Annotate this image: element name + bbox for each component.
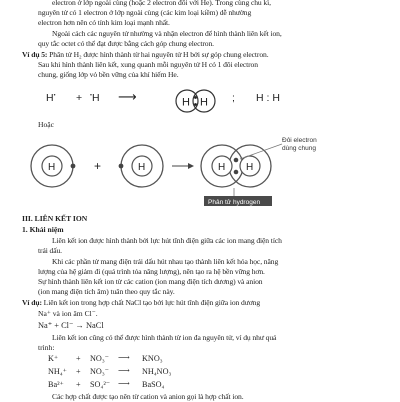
pointer-line [240,144,282,159]
para-line: electron ở lớp ngoài cùng (hoặc 2 electron đối với He). Trong cùng chu kì, [52,0,271,7]
para-line: Liên kết ion cũng có thể được hình thành từ ion đa nguyên tử, ví dụ như quá [52,333,277,342]
para-line: Ngoài cách các nguyên tử nhường và nhận electron để hình thành liên kết ion, [52,29,282,38]
reaction-arrow-icon: ⟶ [118,353,130,362]
electron-dot [119,164,124,169]
example-5-line: Ví dụ 5: Phân tử H₂ được hình thành từ hai nguyên tử H bởi sự góp chung electron. [22,50,269,59]
para-line: Liên kết ion được hình thành bởi lực hút tĩnh điện giữa các ion mang điện tích [52,236,282,245]
para-line: chung, giống lớp vỏ bền vững của khí hiếm He. [38,70,179,79]
atom-symbol: H [48,162,56,173]
reaction-arrow-icon: ⟶ [118,89,137,104]
molecule-label: Phân tử hydrogen [208,199,261,206]
lewis-separator: ; [232,92,235,104]
atom-symbol: H [246,162,254,173]
para-line: lượng của hệ giảm đi (quá trình tỏa năng lượng), nên tạo ra hệ bền vững hơn. [38,267,265,276]
reaction-1-a: K⁺ [48,354,59,363]
example-label: Ví dụ 5: [22,50,48,59]
reaction-arrow-icon: ⟶ [118,366,130,375]
reaction-1-product: KNO₃ [142,354,163,363]
para-line: trái dấu. [38,246,62,255]
para-line: Sự hình thành liên kết ion từ các cation (ion mang điện tích dương) và anion [38,277,263,286]
example-label: Ví dụ: [22,298,42,307]
para-line: nguyên tử có 1 electron ở lớp ngoài cùng (các kim loại kiềm) dễ nhường [38,8,252,17]
para-line: (ion mang điện tích âm) tuân theo quy tắc này. [38,287,175,296]
electron-dot [234,158,239,163]
shared-pair-label: Đôi electron [282,137,317,144]
shared-pair-label: dùng chung [282,145,316,152]
reaction-3-a: Ba²⁺ [48,380,64,389]
reaction-3-plus: + [76,380,81,389]
para-line: Khi các phần tử mang điện trái dấu hút nhau tạo thành liên kết hóa học, năng [52,257,279,266]
para-line: trình: [38,343,55,352]
reaction-2-product: NH₄NO₃ [142,367,172,376]
para-line: Na⁺ và ion âm Cl⁻. [38,309,98,318]
para-line: electron hơn nên có tính kim loại mạnh nhất. [38,18,170,27]
electron-dot [194,96,197,99]
reaction-2-plus: + [76,367,81,376]
para-line: Các hợp chất được tạo nên từ cation và anion gọi là hợp chất ion. [52,392,244,401]
atom-symbol: H [218,162,226,173]
hydrogen-bond-diagram [20,134,350,214]
reaction-3-b: SO₄²⁻ [90,380,111,389]
subsection-title: 1. Khái niệm [22,225,64,234]
arrow-head-icon [188,163,194,169]
lewis-hh: H : H [256,92,280,104]
electron-dot [71,164,76,169]
reaction-2-a: NH₄⁺ [48,367,68,376]
example-line: Ví dụ: Liên kết ion trong hợp chất NaCl tạo bởi lực hút tĩnh điện giữa ion dương [22,298,261,307]
hoac-label: Hoặc [38,120,55,129]
nacl-equation: Na⁺ + Cl⁻ → NaCl [38,321,104,330]
lewis-plus: + [76,92,83,104]
reaction-2-b: NO₃⁻ [90,367,110,376]
para-line: quy tắc octet có thể đạt được bằng cách góp chung electron. [38,39,214,48]
reaction-3-product: BaSO₄ [142,380,165,389]
reaction-1-plus: + [76,354,81,363]
reaction-arrow-icon: ⟶ [118,379,130,388]
atom-symbol: H [200,96,208,109]
lewis-h-atom-1: H• [46,92,56,104]
electron-dot [234,170,239,175]
atom-symbol: H [182,96,190,109]
plus-sign: + [94,159,102,173]
lewis-h-atom-2: •H [90,92,100,104]
lewis-h2-circles [174,88,224,114]
reaction-1-b: NO₃⁻ [90,354,110,363]
atom-symbol: H [138,162,146,173]
section-title: III. LIÊN KẾT ION [22,214,88,223]
electron-dot [194,103,197,106]
para-line: Sau khi hình thành liên kết, xung quanh mỗi nguyên tử H có 1 đôi electron [38,60,258,69]
